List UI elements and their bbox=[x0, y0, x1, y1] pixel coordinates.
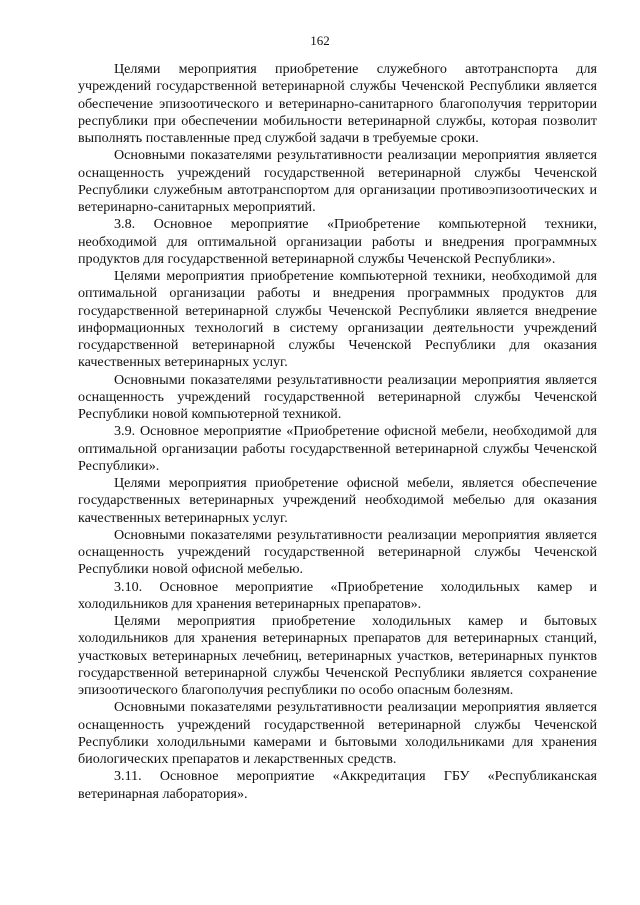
document-body bbox=[78, 61, 597, 803]
paragraph-refrigerator-indicators: Основными показателями результативности реализации мероприятия является оснащенность учреждений государственной ветеринарной службы Чеченской Республики холодильными камерами и бытовыми холодильниками для хранения биологических препаратов и лекарственных средств. bbox=[78, 699, 597, 767]
paragraph-refrigerator-goals: Целями мероприятия приобретение холодильных камер и бытовых холодильников для хранения ветеринарных препаратов для ветеринарных станций, участковых ветеринарных лечебниц, ветеринарных участков, ветеринарных пунктов государственной ветеринарной службы Чеченской Республики является сохранение эпизоотического благополучия республики по особо опасным болезням. bbox=[78, 613, 597, 698]
paragraph-section-3-10-heading: 3.10. Основное мероприятие «Приобретение холодильных камер и холодильников для хранения ветеринарных препаратов». bbox=[78, 578, 597, 612]
paragraph-furniture-indicators: Основными показателями результативности реализации мероприятия является оснащенность учреждений государственной ветеринарной службы Чеченской Республики новой офисной мебелью. bbox=[78, 526, 597, 578]
paragraph-vehicle-indicators: Основными показателями результативности реализации мероприятия является оснащенность учреждений государственной ветеринарной службы Чеченской Республики служебным автотранспортом для организации противоэпизоотических и ветеринарно-санитарных мероприятий. bbox=[78, 147, 597, 215]
paragraph-furniture-goals: Целями мероприятия приобретение офисной мебели, является обеспечение государственных ветеринарных учреждений необходимой мебелью для оказания качественных ветеринарных услуг. bbox=[78, 475, 597, 526]
paragraph-computer-indicators: Основными показателями результативности реализации мероприятия является оснащенность учреждений государственной ветеринарной службы Чеченской Республики новой компьютерной техникой. bbox=[78, 371, 597, 422]
paragraph-section-3-11-heading: 3.11. Основное мероприятие «Аккредитация ГБУ «Республиканская ветеринарная лаборатория». bbox=[78, 768, 597, 802]
page-number: 162 bbox=[310, 33, 330, 48]
paragraph-section-3-8-heading: 3.8. Основное мероприятие «Приобретение компьютерной техники, необходимой для оптимальной организации работы и внедрения программных продуктов для государственной ветеринарной службы Чеченской Республики». bbox=[78, 216, 597, 267]
paragraph-computer-goals: Целями мероприятия приобретение компьютерной техники, необходимой для оптимальной организации работы и внедрения программных продуктов для государственной ветеринарной службы Чеченской Республики является внедрение информационных технологий в систему организации деятельности учреждений государственной ветеринарной службы Чеченской Республики для оказания качественных ветеринарных услуг. bbox=[78, 268, 597, 371]
paragraph-vehicle-goals: Целями мероприятия приобретение служебного автотранспорта для учреждений государственной ветеринарной службы Чеченской Республики является обеспечение эпизоотического и ветеринарно-санитарного благополучия территории республики при обеспечении мобильности ветеринарной службы, которая позволит выполнять поставленные пред службой задачи в требуемые сроки. bbox=[78, 61, 597, 146]
paragraph-section-3-9-heading: 3.9. Основное мероприятие «Приобретение офисной мебели, необходимой для оптимальной организации работы государственной ветеринарной службы Чеченской Республики». bbox=[78, 423, 597, 474]
